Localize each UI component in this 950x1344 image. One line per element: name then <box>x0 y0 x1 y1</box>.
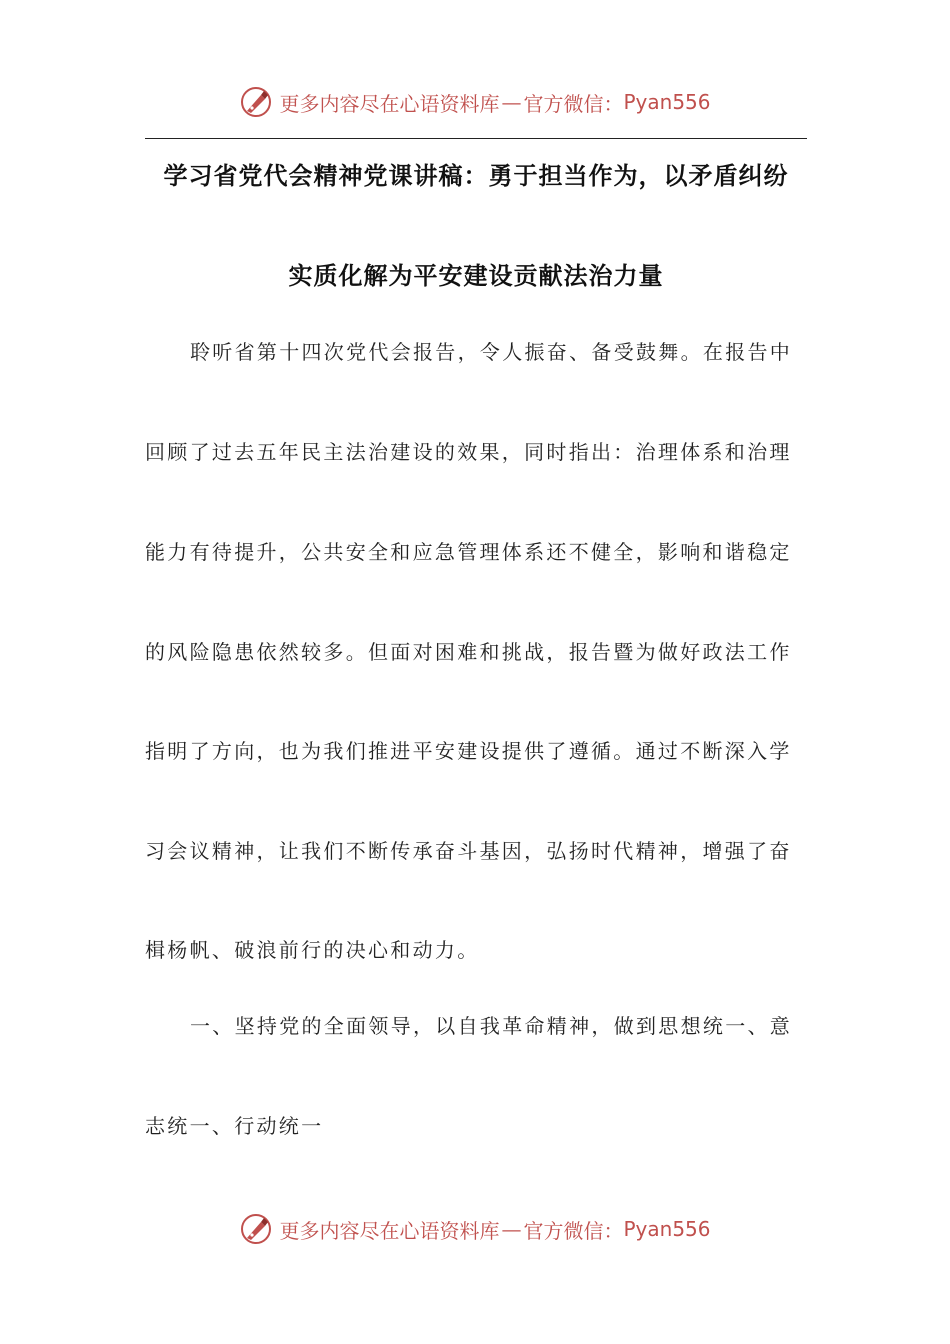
footer-banner-dash: — <box>501 1217 522 1241</box>
document-title-line-1: 学习省党代会精神党课讲稿：勇于担当作为，以矛盾纠纷 <box>163 162 789 190</box>
paragraph-1-line-6: 习会议精神，让我们不断传承奋斗基因，弘扬时代精神，增强了奋 <box>145 839 792 863</box>
document-title-line-2: 实质化解为平安建设贡献法治力量 <box>288 262 664 290</box>
banner-text: 更多内容尽在心语资料库 <box>279 91 500 116</box>
banner-wechat-label: 官方微信： <box>523 91 624 116</box>
header-banner <box>0 80 950 124</box>
paragraph-1-line-5: 指明了方向，也为我们推进平安建设提供了遵循。通过不断深入学 <box>145 739 792 763</box>
paragraph-1-line-7: 楫杨帆、破浪前行的决心和动力。 <box>145 938 480 962</box>
banner-dash: — <box>501 90 522 114</box>
header-divider <box>145 138 807 139</box>
paragraph-1-line-1: 聆听省第十四次党代会报告，令人振奋、备受鼓舞。在报告中 <box>190 340 793 364</box>
section-1-heading-line-1: 一、坚持党的全面领导，以自我革命精神，做到思想统一、意 <box>190 1014 793 1038</box>
footer-banner-text: 更多内容尽在心语资料库 <box>279 1218 500 1243</box>
paragraph-1-line-3: 能力有待提升，公共安全和应急管理体系还不健全，影响和谐稳定 <box>145 540 792 564</box>
footer-banner <box>0 1207 950 1251</box>
pen-nib-logo-icon <box>239 1212 273 1246</box>
footer-banner-wechat-label: 官方微信： <box>523 1218 624 1243</box>
banner-wechat-id: Pyan556 <box>623 90 711 114</box>
pen-nib-logo-icon <box>239 85 273 119</box>
paragraph-1-line-4: 的风险隐患依然较多。但面对困难和挑战，报告暨为做好政法工作 <box>145 640 792 664</box>
section-1-heading-line-2: 志统一、行动统一 <box>145 1114 324 1138</box>
paragraph-1-line-2: 回顾了过去五年民主法治建设的效果，同时指出：治理体系和治理 <box>145 440 792 464</box>
footer-banner-wechat-id: Pyan556 <box>623 1217 711 1241</box>
